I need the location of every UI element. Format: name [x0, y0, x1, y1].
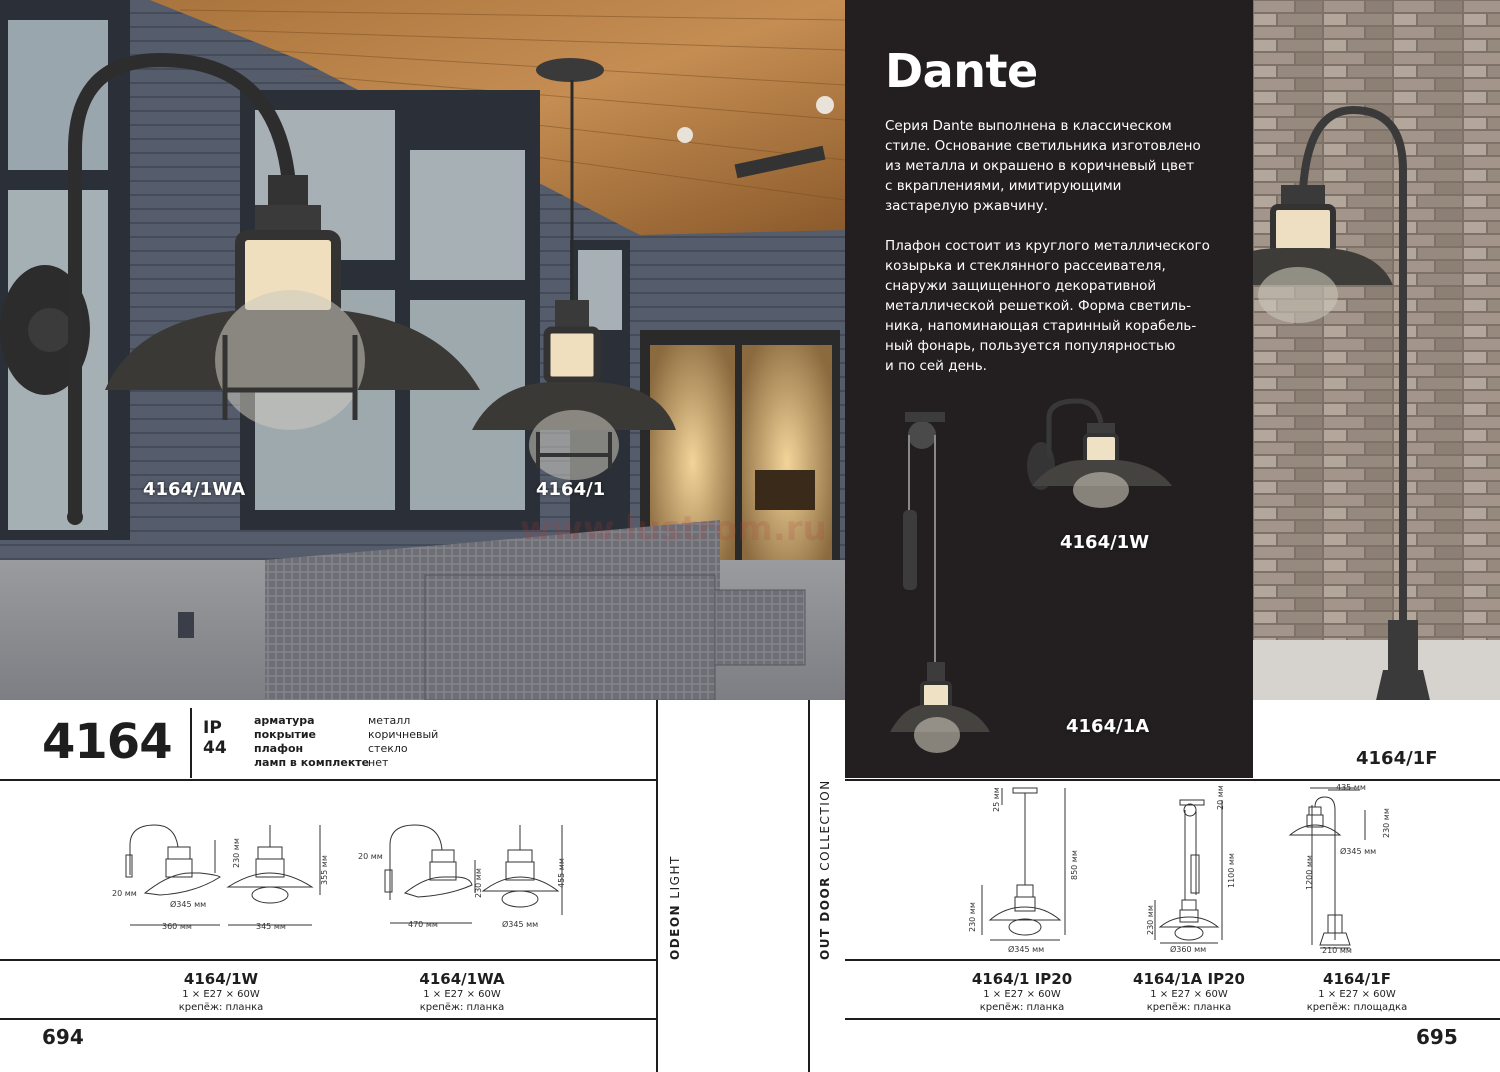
hero-photo-patio: [0, 0, 845, 700]
series-description-2: [885, 236, 1235, 376]
product-4164-1wa: [382, 970, 542, 1014]
product-model: 4164/1WA: [419, 970, 505, 988]
dim-1a-1100: 1100 мм: [1227, 853, 1236, 888]
ip-rating: [203, 718, 227, 758]
dim-1w-355: 355 мм: [320, 855, 329, 885]
dim-1f-230: 230 мм: [1382, 808, 1391, 838]
series-number: 4164: [42, 714, 172, 770]
dim-1w-20: 20 мм: [112, 889, 137, 898]
spec-key-lamps-included: ламп в комплекте: [254, 756, 370, 769]
dim-1-850: 850 мм: [1070, 850, 1079, 880]
description-paragraph-2: Плафон состоит из круглого металлического козырька и стеклянного рассеивателя, снаружи защищенного декоративной металлической решеткой. Форма светиль- ника, напоминающая старинный корабель- ный фонарь, пользуется популярностью и по сей день.: [885, 238, 1210, 374]
product-4164-1: [942, 970, 1102, 1014]
dim-1a-230: 230 мм: [1146, 905, 1155, 935]
patio-scene-illustration: [0, 0, 845, 700]
ip-value: 44: [203, 738, 227, 758]
dim-1f-210: 210 мм: [1322, 946, 1352, 955]
spec-key-finish: покрытие: [254, 728, 316, 741]
watermark-text: www.lustrom.ru: [520, 509, 827, 549]
rule-left-bottom: [0, 959, 656, 961]
tech-drawings-right: [960, 785, 1380, 950]
dim-1a-20: 20 мм: [1216, 785, 1225, 810]
spec-value-lamps-included: нет: [368, 756, 389, 769]
collection-light: COLLECTION: [818, 779, 832, 871]
label-4164-1wa: 4164/1WA: [143, 479, 246, 500]
dim-1wa-455: 455 мм: [557, 858, 566, 888]
stone-wall-illustration: [1253, 0, 1500, 700]
dim-1-345d: Ø345 мм: [1008, 945, 1045, 954]
spec-key-armature: арматура: [254, 714, 315, 727]
description-paragraph-1: Серия Dante выполнена в классическом стиле. Основание светильника изготовлено из металла и окрашено в коричневый цвет с вкраплениями, имитирующими застарелую ржавчину.: [885, 118, 1201, 214]
page-number-right: 695: [1416, 1025, 1458, 1049]
collection-bold: OUT DOOR: [818, 876, 832, 960]
dim-1a-360d: Ø360 мм: [1170, 945, 1207, 954]
product-4164-1f: [1277, 970, 1437, 1014]
brand-light: LIGHT: [668, 855, 682, 899]
series-description-panel: [845, 0, 1253, 778]
product-mount: крепёж: планка: [979, 1002, 1065, 1013]
brand-vertical-label: [668, 855, 682, 960]
product-lamp: 1 × E27 × 60W: [1318, 989, 1396, 1000]
dim-1w-360: 360 мм: [162, 922, 192, 931]
product-model: 4164/1W: [183, 970, 259, 988]
spec-divider: [190, 708, 192, 778]
dim-1wa-345d: Ø345 мм: [502, 920, 539, 929]
dim-1-230: 230 мм: [968, 902, 977, 932]
product-model: 4164/1 IP20: [971, 970, 1073, 988]
series-title: Dante: [885, 44, 1038, 98]
product-mount: крепёж: планка: [178, 1002, 264, 1013]
dim-1f-435: 435 мм: [1336, 783, 1366, 792]
label-4164-1w: 4164/1W: [1060, 532, 1150, 553]
rule-right-footer: [845, 1018, 1500, 1020]
collection-vertical-label: [818, 779, 832, 960]
product-4164-1w: [141, 970, 301, 1014]
dim-1w-345: 345 мм: [256, 922, 286, 931]
rule-left-top: [0, 779, 656, 781]
spec-bar: [0, 700, 656, 780]
product-mount: крепёж: планка: [419, 1002, 505, 1013]
product-lamp: 1 × E27 × 60W: [983, 989, 1061, 1000]
dim-1-25: 25 мм: [992, 787, 1001, 812]
ip-label: IP: [203, 718, 222, 738]
dim-1w-345d: Ø345 мм: [170, 900, 207, 909]
series-description-1: [885, 116, 1235, 216]
product-mount: крепёж: планка: [1146, 1002, 1232, 1013]
label-4164-1a: 4164/1A: [1066, 716, 1150, 737]
pulley-pendant-product-image: [885, 400, 1015, 760]
product-lamp: 1 × E27 × 60W: [182, 989, 260, 1000]
dim-1f-1200: 1200 мм: [1305, 855, 1314, 890]
dim-1wa-470: 470 мм: [408, 920, 438, 929]
spec-value-finish: коричневый: [368, 728, 439, 741]
dim-1wa-230: 230 мм: [474, 868, 483, 898]
product-lamp: 1 × E27 × 60W: [423, 989, 501, 1000]
dim-1f-345d: Ø345 мм: [1340, 847, 1377, 856]
dim-1wa-20: 20 мм: [358, 852, 383, 861]
rule-right-top: [845, 779, 1500, 781]
product-model: 4164/1A IP20: [1133, 970, 1245, 988]
spec-value-shade: стекло: [368, 742, 408, 755]
brand-bold: ODEON: [668, 903, 682, 960]
product-mount: крепёж: площадка: [1306, 1002, 1408, 1013]
rule-left-footer: [0, 1018, 656, 1020]
page-number-left: 694: [42, 1025, 84, 1049]
spec-key-shade: плафон: [254, 742, 304, 755]
rule-right-bottom: [845, 959, 1500, 961]
gutter-line-right: [808, 700, 810, 1072]
product-4164-1a: [1109, 970, 1269, 1014]
product-model: 4164/1F: [1323, 970, 1391, 988]
dim-1w-230: 230 мм: [232, 838, 241, 868]
spec-value-armature: металл: [368, 714, 411, 727]
product-lamp: 1 × E27 × 60W: [1150, 989, 1228, 1000]
label-4164-1f: 4164/1F: [1356, 748, 1438, 769]
floor-lamp-photo: [1253, 0, 1500, 700]
wall-lamp-product-image: [1027, 398, 1177, 508]
label-4164-1: 4164/1: [536, 479, 606, 500]
